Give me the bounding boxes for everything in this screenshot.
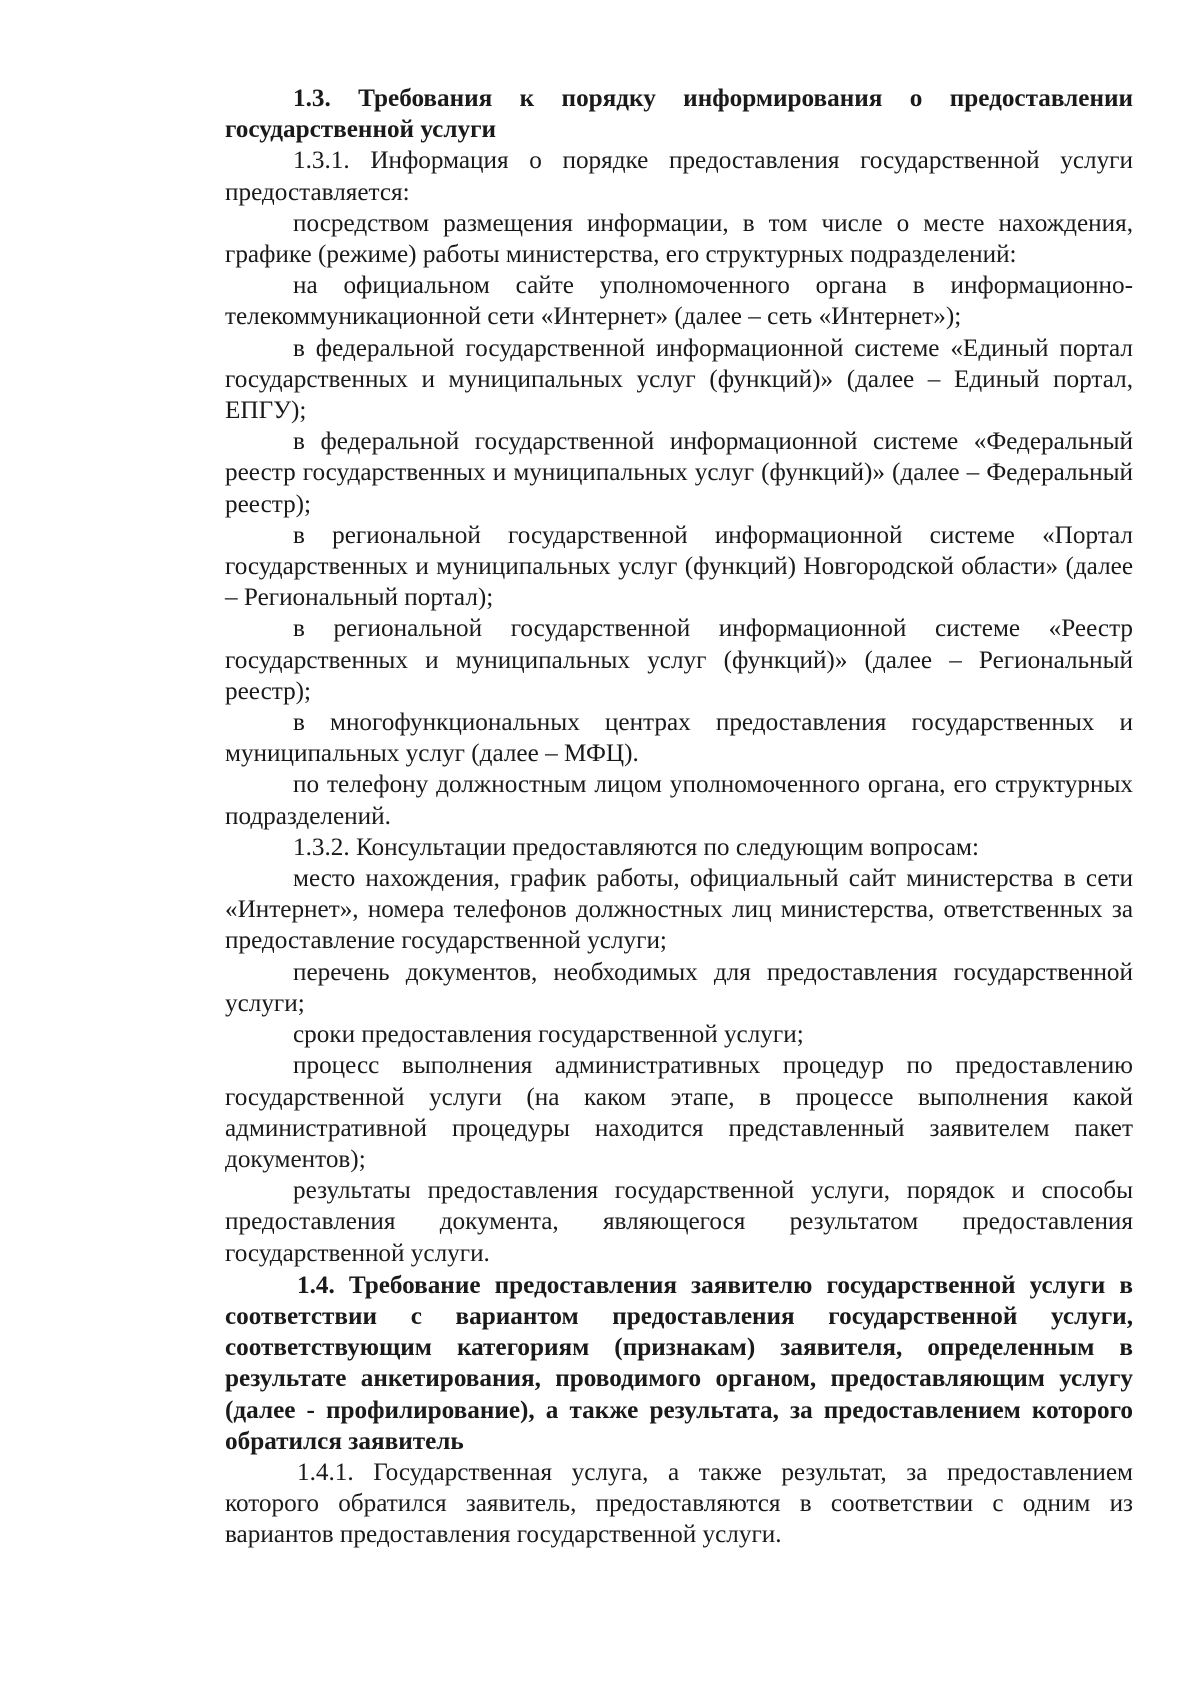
paragraph-1-4-1: 1.4.1. Государственная услуга, а также результат, за предоставлением которого обратился заявитель, предоставляются в соответствии с одним из вариантов предоставления государственной услуги.: [225, 1458, 1133, 1549]
paragraph-terms: сроки предоставления государственной услуги;: [293, 1021, 804, 1049]
paragraph-regional-portal: в региональной государственной информационной системе «Портал государственных и муниципальных услуг (функций) Новгородской области» (далее – Региональный портал);: [225, 521, 1133, 612]
paragraph-process: процесс выполнения административных процедур по предоставлению государственной услуги (на каком этапе, в процессе выполнения какой административной процедуры находится представленный заявителем пакет документов);: [225, 1052, 1133, 1173]
paragraph-federal-registry: в федеральной государственной информационной системе «Федеральный реестр государственных и муниципальных услуг (функций)» (далее – Федеральный реестр);: [225, 428, 1133, 518]
paragraph-results: результаты предоставления государственной услуги, порядок и способы предоставления документа, являющегося результатом предоставления государственной услуги.: [225, 1177, 1133, 1267]
paragraph-document-list: перечень документов, необходимых для предоставления государственной услуги;: [225, 958, 1133, 1017]
document-body: [225, 83, 1133, 1551]
section-1-3-heading: 1.3. Требования к порядку информирования о предоставлении государственной услуги: [225, 85, 1133, 144]
section-1-4-heading: 1.4. Требование предоставления заявителю государственной услуги в соответствии с вариантом предоставления государственной услуги, соответствующим категориям (признакам) заявителя, определенным в результате анкетирования, проводимого органом, предоставляющим услугу (далее - профилирование), а также результата, за предоставлением которого обратился заявитель: [225, 1271, 1133, 1455]
paragraph-epgu: в федеральной государственной информационной системе «Единый портал государственных и муниципальных услуг (функций)» (далее – Единый портал, ЕПГУ);: [225, 334, 1133, 425]
paragraph-official-site: на официальном сайте уполномоченного органа в информационно-телекоммуникационной сети «Интернет» (далее – сеть «Интернет»);: [225, 272, 1133, 331]
paragraph-location-schedule: место нахождения, график работы, официальный сайт министерства в сети «Интернет», номера телефонов должностных лиц министерства, ответственных за предоставление государственной услуги;: [225, 865, 1133, 955]
paragraph-mfc: в многофункциональных центрах предоставления государственных и муниципальных услуг (далее – МФЦ).: [225, 709, 1133, 768]
paragraph-info-placement: посредством размещения информации, в том числе о месте нахождения, графике (режиме) работы министерства, его структурных подразделений:: [225, 209, 1133, 269]
paragraph-by-phone: по телефону должностным лицом уполномоченного органа, его структурных подразделений.: [225, 771, 1133, 830]
paragraph-regional-registry: в региональной государственной информационной системе «Реестр государственных и муниципальных услуг (функций)» (далее – Региональный реестр);: [225, 615, 1133, 705]
paragraph-1-3-2: 1.3.2. Консультации предоставляются по следующим вопросам:: [293, 833, 979, 861]
paragraph-1-3-1: 1.3.1. Информация о порядке предоставления государственной услуги предоставляется:: [225, 147, 1133, 206]
